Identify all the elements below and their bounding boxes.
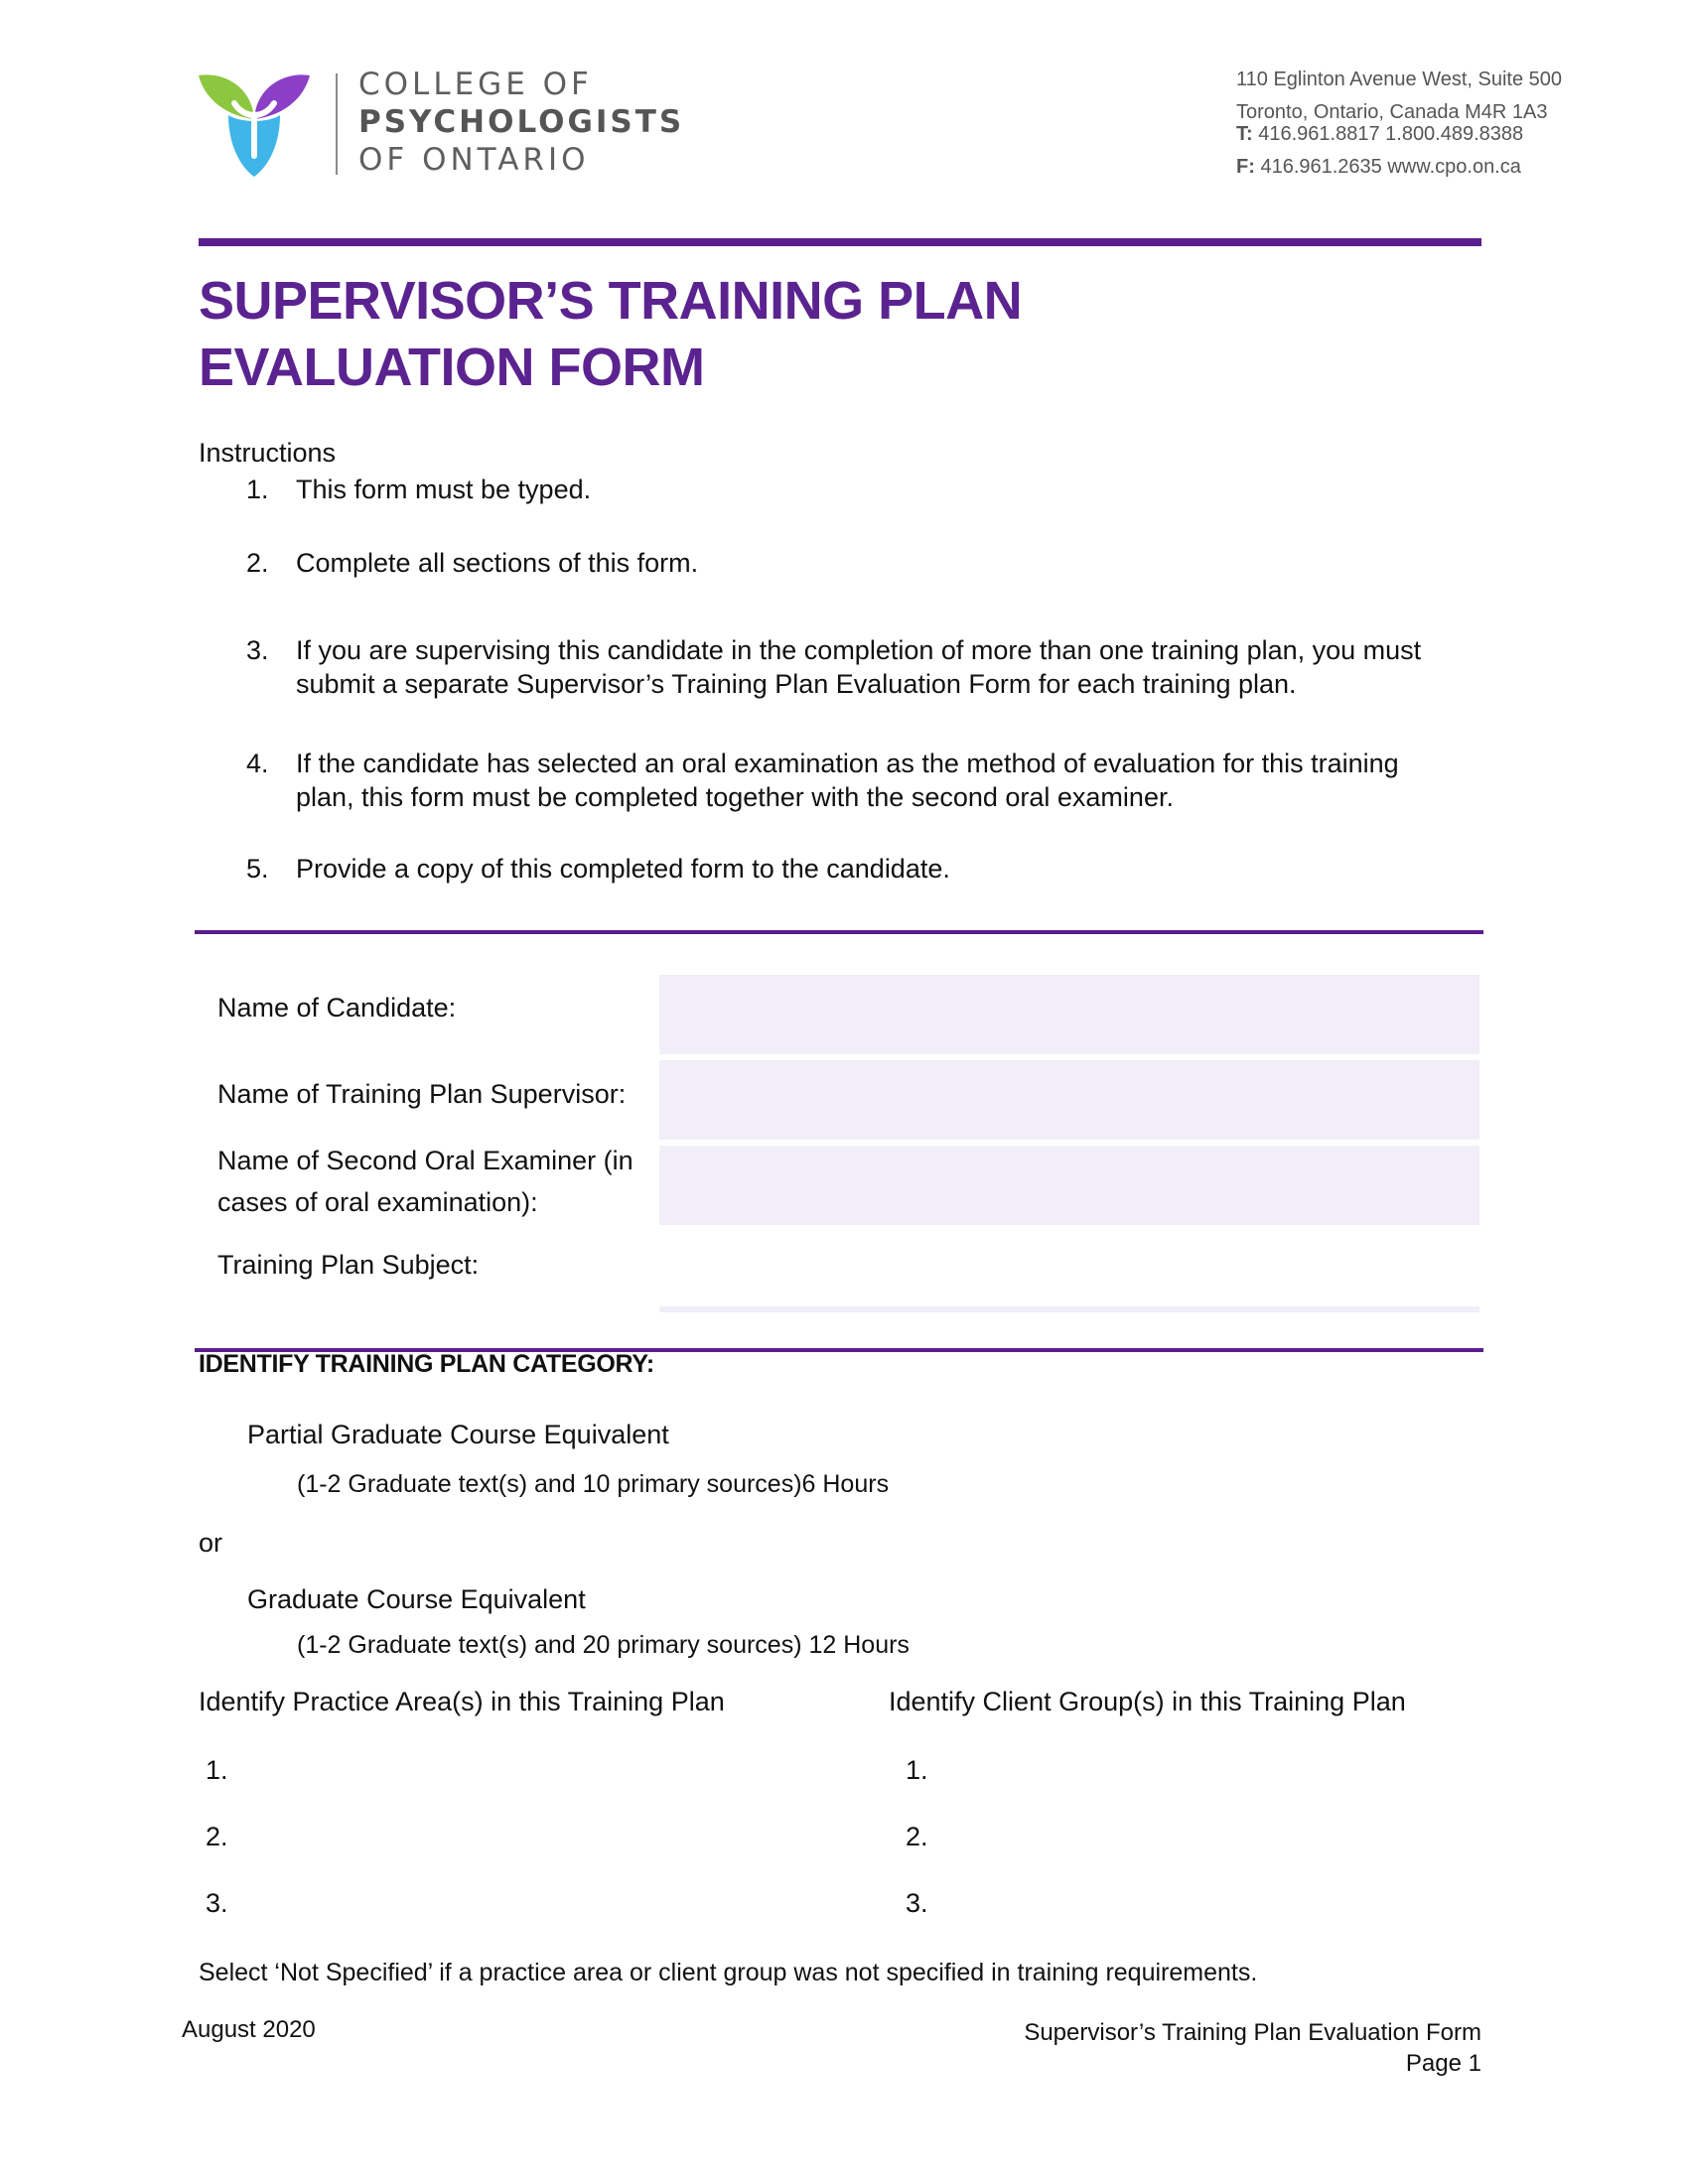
address-line-1: 110 Eglinton Avenue West, Suite 500: [1236, 68, 1563, 90]
instruction-text: Provide a copy of this completed form to the candidate.: [296, 854, 950, 884]
client-group-item-2[interactable]: 2.: [906, 1822, 928, 1851]
category-option-partial[interactable]: Partial Graduate Course Equivalent: [247, 1420, 669, 1449]
phone-numbers: 416.961.8817 1.800.489.8388: [1258, 123, 1524, 145]
practice-area-heading: Identify Practice Area(s) in this Training Plan: [199, 1687, 725, 1716]
fax-and-website: 416.961.2635 www.cpo.on.ca: [1260, 156, 1521, 178]
subject-field-underline: [659, 1306, 1479, 1312]
instruction-text: Complete all sections of this form.: [296, 548, 699, 578]
practice-area-item-2[interactable]: 2.: [206, 1822, 228, 1851]
instruction-text: This form must be typed.: [296, 475, 592, 504]
address-line-2: Toronto, Ontario, Canada M4R 1A3: [1236, 101, 1548, 123]
instruction-text: If you are supervising this candidate in the completion of more than one training plan, you must: [296, 635, 1422, 665]
instruction-text: If the candidate has selected an oral examination as the method of evaluation for this training: [296, 749, 1399, 778]
second-examiner-field[interactable]: [659, 1146, 1479, 1225]
logo-line-3: OF ONTARIO: [358, 142, 590, 178]
instruction-number: 1.: [246, 475, 269, 504]
fax-label: F:: [1236, 156, 1255, 178]
logo-line-2: PSYCHOLOGISTS: [358, 104, 685, 140]
instruction-number: 5.: [246, 854, 269, 884]
or-separator: or: [199, 1528, 223, 1558]
logo-line-1: COLLEGE OF: [358, 67, 593, 102]
cpo-logo-icon: [195, 68, 314, 179]
section-rule-1: [195, 930, 1483, 934]
title-line-1: SUPERVISOR’S TRAINING PLAN: [199, 271, 1023, 331]
examiner-label: [217, 1144, 633, 1219]
instructions-heading: Instructions: [199, 438, 337, 468]
examiner-label-line-1: Name of Second Oral Examiner (in: [217, 1146, 633, 1175]
supervisor-label: Name of Training Plan Supervisor:: [217, 1079, 627, 1109]
instruction-number: 4.: [246, 749, 269, 778]
title-line-2: EVALUATION FORM: [199, 338, 705, 397]
phone-line: [1236, 121, 1562, 147]
footer-page-number: Page 1: [1405, 2050, 1481, 2077]
instruction-text: plan, this form must be completed together with the second oral examiner.: [296, 782, 1174, 812]
candidate-label: Name of Candidate:: [217, 993, 457, 1023]
instruction-number: 3.: [246, 635, 269, 665]
category-option-partial-detail: (1-2 Graduate text(s) and 10 primary sources)6 Hours: [297, 1470, 890, 1498]
client-group-item-3[interactable]: 3.: [906, 1888, 928, 1918]
footer-form-name: Supervisor’s Training Plan Evaluation Form: [1024, 2019, 1481, 2046]
header-rule: [199, 238, 1481, 246]
not-specified-note: Select ‘Not Specified’ if a practice area or client group was not specified in training requirements.: [199, 1959, 1258, 1986]
phone-label: T:: [1236, 123, 1253, 145]
logo-wordmark: [358, 66, 684, 179]
subject-label: Training Plan Subject:: [217, 1250, 480, 1280]
practice-area-item-1[interactable]: 1.: [206, 1755, 228, 1785]
instruction-number: 2.: [246, 548, 269, 578]
logo-divider: [336, 73, 338, 175]
fax-line: [1236, 151, 1562, 184]
category-option-full-detail: (1-2 Graduate text(s) and 20 primary sources) 12 Hours: [297, 1631, 910, 1659]
practice-area-item-3[interactable]: 3.: [206, 1888, 228, 1918]
category-heading: IDENTIFY TRAINING PLAN CATEGORY:: [199, 1350, 654, 1378]
training-plan-subject-field[interactable]: [659, 1235, 1479, 1306]
category-option-full[interactable]: Graduate Course Equivalent: [247, 1584, 586, 1614]
supervisor-name-field[interactable]: [659, 1060, 1479, 1140]
instruction-text: submit a separate Supervisor’s Training Plan Evaluation Form for each training plan.: [296, 669, 1297, 699]
candidate-name-field[interactable]: [659, 975, 1479, 1054]
contact-address: [1236, 64, 1562, 184]
footer-date: August 2020: [182, 2016, 316, 2043]
examiner-label-line-2: cases of oral examination):: [217, 1187, 538, 1217]
client-group-item-1[interactable]: 1.: [906, 1755, 928, 1785]
page-title: [199, 268, 1022, 401]
client-group-heading: Identify Client Group(s) in this Training Plan: [889, 1687, 1406, 1716]
